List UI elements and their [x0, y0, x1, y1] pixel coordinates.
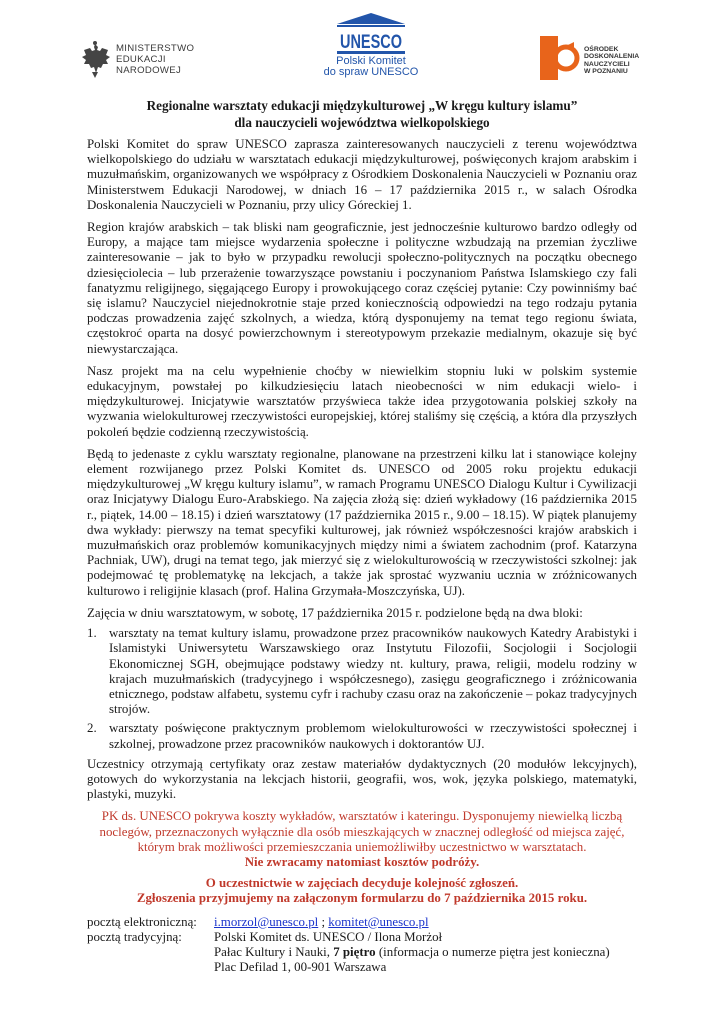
- email-links: [214, 915, 637, 930]
- unesco-sub-line-2: do spraw UNESCO: [323, 66, 419, 78]
- unesco-logo: [316, 12, 426, 88]
- post-building: [214, 945, 637, 960]
- registration-info: [87, 876, 637, 906]
- post-recipient: Polski Komitet ds. UNESCO / Ilona Morżoł: [214, 929, 443, 944]
- title-line-1: Regionalne warsztaty edukacji międzykulturowej „W kręgu kultury islamu”: [146, 98, 578, 113]
- post-address: Plac Defilad 1, 00-901 Warszawa: [214, 960, 387, 975]
- eagle-icon: [78, 40, 112, 80]
- odn-line-4: W POZNANIU: [584, 68, 628, 76]
- email-link-komitet[interactable]: komitet@unesco.pl: [328, 914, 429, 929]
- odn-line-1: OŚRODEK: [584, 46, 619, 53]
- paragraph-invitation: Polski Komitet do spraw UNESCO zaprasza zainteresowanych nauczycieli z terenu województwa wielkopolskiego do udziału w warsztatach edukacji międzykulturowej, poświęconych krajom arabskim i muzułmańskim, organizowanych we współpracy z Ośrodkiem Doskonalenia Nauczycieli w Poznaniu oraz Ministerstwem Edukacji Narodowej, w dniach 16 – 17 października 2015 r., w salach Ośrodka Doskonalenia Nauczycieli w Poznaniu, przy ulicy Góreckiej 1.: [87, 137, 637, 212]
- odn-emblem-icon: [540, 36, 580, 80]
- list-item: [87, 721, 637, 751]
- page-header: [0, 0, 724, 92]
- document-title: [80, 97, 644, 131]
- odn-line-3: NAUCZYCIELI: [584, 60, 630, 68]
- post-label: pocztą tradycyjną:: [87, 929, 182, 944]
- paragraph-certificates: Uczestnicy otrzymają certyfikaty oraz zestaw materiałów dydaktycznych (20 modułów lekcyjnych), gotowych do wykorzystania na lekcjach historii, geografii, wos, wok, języka polskiego, matematyki, plastyki, muzyki.: [87, 756, 637, 802]
- email-separator: ;: [318, 914, 329, 929]
- odn-logo: [540, 36, 660, 80]
- ministry-line-1: MINISTERSTWO: [116, 43, 195, 54]
- paragraph-region: Region krajów arabskich – tak bliski nam geograficznie, jest jednocześnie kulturowo bardzo odległy od Europy, a mające tam miejsce wydarzenia społeczne i polityczne wzbudzają na przemian życzliwe zainteresowanie – jak to było w przypadku rewolucji społeczno-politycznych na początku obecnego dziesięciolecia – lub przerażenie towarzyszące powstaniu i poczynaniom Państwa Islamskiego czy fali fanatyzmu religijnego, sięgającego Europy i prowokującego coraz częściej pytanie: Czy powinniśmy bać się islamu? Nauczyciel niejednokrotnie staje przed koniecznością odpowiedzi na tego rodzaju pytania podczas prowadzenia zajęć szkolnych, a wiedza, którą dysponujemy na temat tego regionu świata, częstokroć oparta na dosyć powierzchownym i stereotypowym przekazie medialnym, okazuje się być niewystarczająca.: [87, 220, 637, 356]
- paragraph-project: Nasz projekt ma na celu wypełnienie choćby w niewielkim stopniu luki w polskim systemie edukacyjnym, powstałej po kilkudziesięciu latach nieobecności w nim edukacji wielo- i międzykulturowej. Inicjatywie warsztatów przyświeca także idea przygotowania polskiej szkoły na wyzwania wielokulturowej rzeczywistości europejskiej, której staliśmy się częścią, a która dla przyszłych pokoleń będzie codzienną rzeczywistością.: [87, 363, 637, 439]
- unesco-sub-line-1: Polski Komitet: [336, 55, 406, 67]
- ministry-line-3: NARODOWEJ: [116, 65, 182, 76]
- title-line-2: dla nauczycieli województwa wielkopolskiego: [234, 115, 490, 130]
- odn-name: [584, 46, 639, 76]
- ministry-line-2: EDUKACJI: [116, 54, 166, 65]
- list-item-number: 1.: [87, 626, 97, 641]
- list-item-text: warsztaty poświęcone praktycznym problemom wielokulturowości w rzeczywistości społecznej i szkolnej, prowadzone przez pracowników naukowych i doktorantów UJ.: [109, 721, 637, 751]
- document-body: [87, 137, 637, 975]
- ministry-name: [116, 43, 194, 76]
- unesco-temple-icon: [335, 12, 407, 56]
- ministry-logo: [78, 40, 208, 80]
- workshop-blocks-list: [87, 626, 637, 752]
- contact-block: [87, 915, 637, 976]
- paragraph-schedule: Będą to jedenaste z cyklu warsztaty regionalne, planowane na przestrzeni kilku lat i stanowiące kolejny element rozwijanego przez Polski Komitet ds. UNESCO od 2005 roku projektu edukacji międzykulturowej „W kręgu kultury islamu”, w ramach Programu UNESCO Dialogu Kultur i Cywilizacji oraz Inicjatywy Dialogu Euro-Arabskiego. Na zajęcia złożą się: dzień wykładowy (16 października 2015 r., piątek, 14.00 – 18.15) i dzień warsztatowy (17 października 2015 r., 9.00 – 18.15). W piątek planujemy dwa wykłady: pierwszy na temat specyfiki kulturowej, jak również współczesności krajów arabskich i muzułmańskich oraz problemów komunikacyjnych między nimi a światem zachodnim (prof. Katarzyna Pachniak, UW), drugi na temat tego, jak mierzyć się z wielokulturowością w rzeczywistości szkolnej: jak podejmować tę problematykę na lekcjach, a także jak sprostać wyzwaniu ucznia w zróżnicowanych kulturowo i religijnie klasach (prof. Halina Grzymała-Moszczyńska, UJ).: [87, 446, 637, 598]
- post-building-name: Pałac Kultury i Nauki,: [214, 944, 334, 959]
- unesco-wordmark: UNESCO: [340, 32, 402, 53]
- post-floor-note: (informacja o numerze piętra jest konieczna): [375, 944, 610, 959]
- list-item-text: warsztaty na temat kultury islamu, prowadzone przez pracowników naukowych Katedry Arabistyki i Islamistyki Uniwersytetu Warszawskiego oraz Instytutu Filozofii, Socjologii i Socjologii Ekonomicznej SGH, obejmujące podstawy wiedzy nt. kultury, prawa, religii, modelu rodziny w krajach muzułmańskich (tradycyjnego i współczesnego), zasięgu geograficznego i zróżnicowania etnicznego, podstaw alfabetu, systemu cyfr i rachuby czasu oraz na zakończenie – pokaz tradycyjnych strojów.: [109, 626, 637, 717]
- list-item-number: 2.: [87, 721, 97, 736]
- travel-cost-note: Nie zwracamy natomiast kosztów podróży.: [244, 854, 480, 869]
- email-label: pocztą elektroniczną:: [87, 914, 197, 929]
- registration-line-1: O uczestnictwie w zajęciach decyduje kolejność zgłoszeń.: [205, 876, 519, 891]
- post-floor: 7 piętro: [333, 944, 376, 959]
- odn-line-2: DOSKONALENIA: [584, 53, 640, 61]
- list-item: [87, 626, 637, 717]
- email-link-morzol[interactable]: i.morzol@unesco.pl: [214, 914, 319, 929]
- cost-notice: [87, 809, 637, 870]
- cost-notice-text: PK ds. UNESCO pokrywa koszty wykładów, warsztatów i kateringu. Dysponujemy niewielką liczbą noclegów, przeznaczonych wyłącznie dla osób mieszkających w znacznej odległość od miejsca zajęć, którym brak możliwości przemieszczania uniemożliwiłby uczestnictwo w warsztatach.: [99, 809, 625, 854]
- registration-deadline: Zgłoszenia przyjmujemy na załączonym formularzu do 7 października 2015 roku.: [136, 891, 588, 906]
- paragraph-workshop-day: Zajęcia w dniu warsztatowym, w sobotę, 17 października 2015 r. podzielone będą na dwa bloki:: [87, 605, 583, 620]
